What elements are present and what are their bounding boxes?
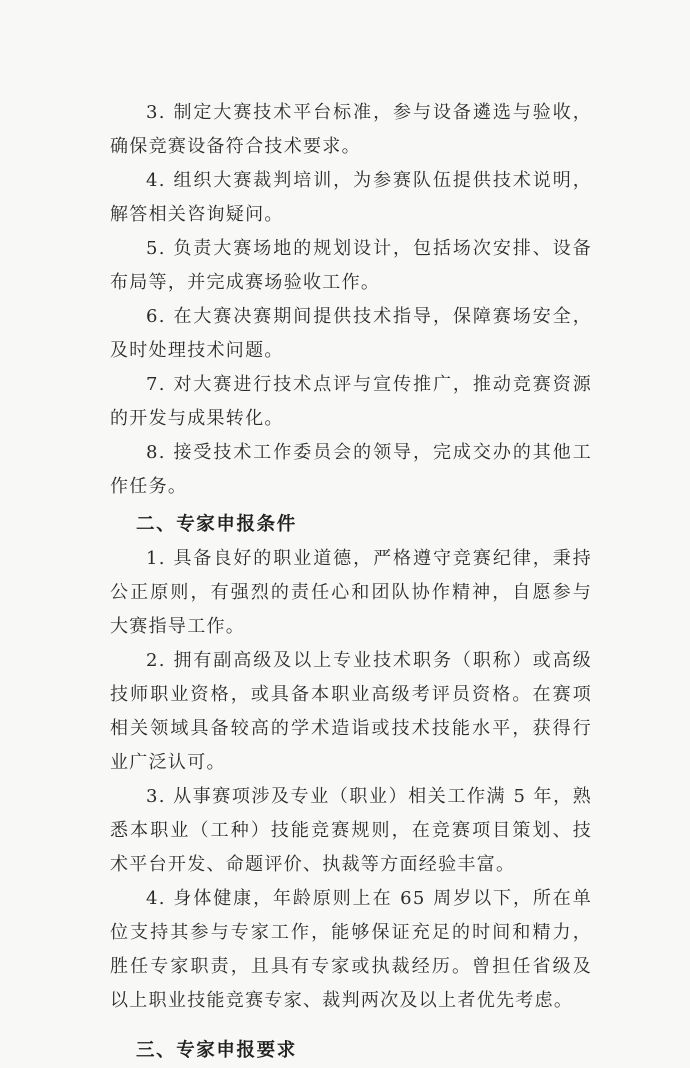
duty-item-8: 8. 接受技术工作委员会的领导，完成交办的其他工作任务。 xyxy=(110,442,592,497)
condition-item-3: 3. 从事赛项涉及专业（职业）相关工作满 5 年，熟悉本职业（工种）技能竞赛规则，在竞赛项目策划、技术平台开发、命题评价、执裁等方面经验丰富。 xyxy=(110,786,592,875)
duty-item-5: 5. 负责大赛场地的规划设计，包括场次安排、设备布局等，并完成赛场验收工作。 xyxy=(110,238,592,293)
condition-item-2: 2. 拥有副高级及以上专业技术职务（职称）或高级技师职业资格，或具备本职业高级考评员资格。在赛项相关领域具备较高的学术造诣或技术技能水平，获得行业广泛认可。 xyxy=(110,650,592,773)
section-heading-requirements: 三、专家申报要求 xyxy=(136,1040,297,1061)
section-heading-conditions: 二、专家申报条件 xyxy=(136,514,297,535)
condition-item-4: 4. 身体健康，年龄原则上在 65 周岁以下，所在单位支持其参与专家工作，能够保证充足的时间和精力，胜任专家职责，且具有专家或执裁经历。曾担任省级及以上职业技能竞赛专家、裁判两次及以上者优先考虑。 xyxy=(110,888,592,1011)
duty-item-6: 6. 在大赛决赛期间提供技术指导，保障赛场安全，及时处理技术问题。 xyxy=(110,306,592,361)
condition-item-1: 1. 具备良好的职业道德，严格遵守竞赛纪律，秉持公正原则，有强烈的责任心和团队协作精神，自愿参与大赛指导工作。 xyxy=(110,548,592,637)
duty-item-7: 7. 对大赛进行技术点评与宣传推广，推动竞赛资源的开发与成果转化。 xyxy=(110,374,592,429)
duty-item-4: 4. 组织大赛裁判培训，为参赛队伍提供技术说明，解答相关咨询疑问。 xyxy=(110,170,592,225)
duty-item-3: 3. 制定大赛技术平台标准，参与设备遴选与验收，确保竞赛设备符合技术要求。 xyxy=(110,102,592,157)
